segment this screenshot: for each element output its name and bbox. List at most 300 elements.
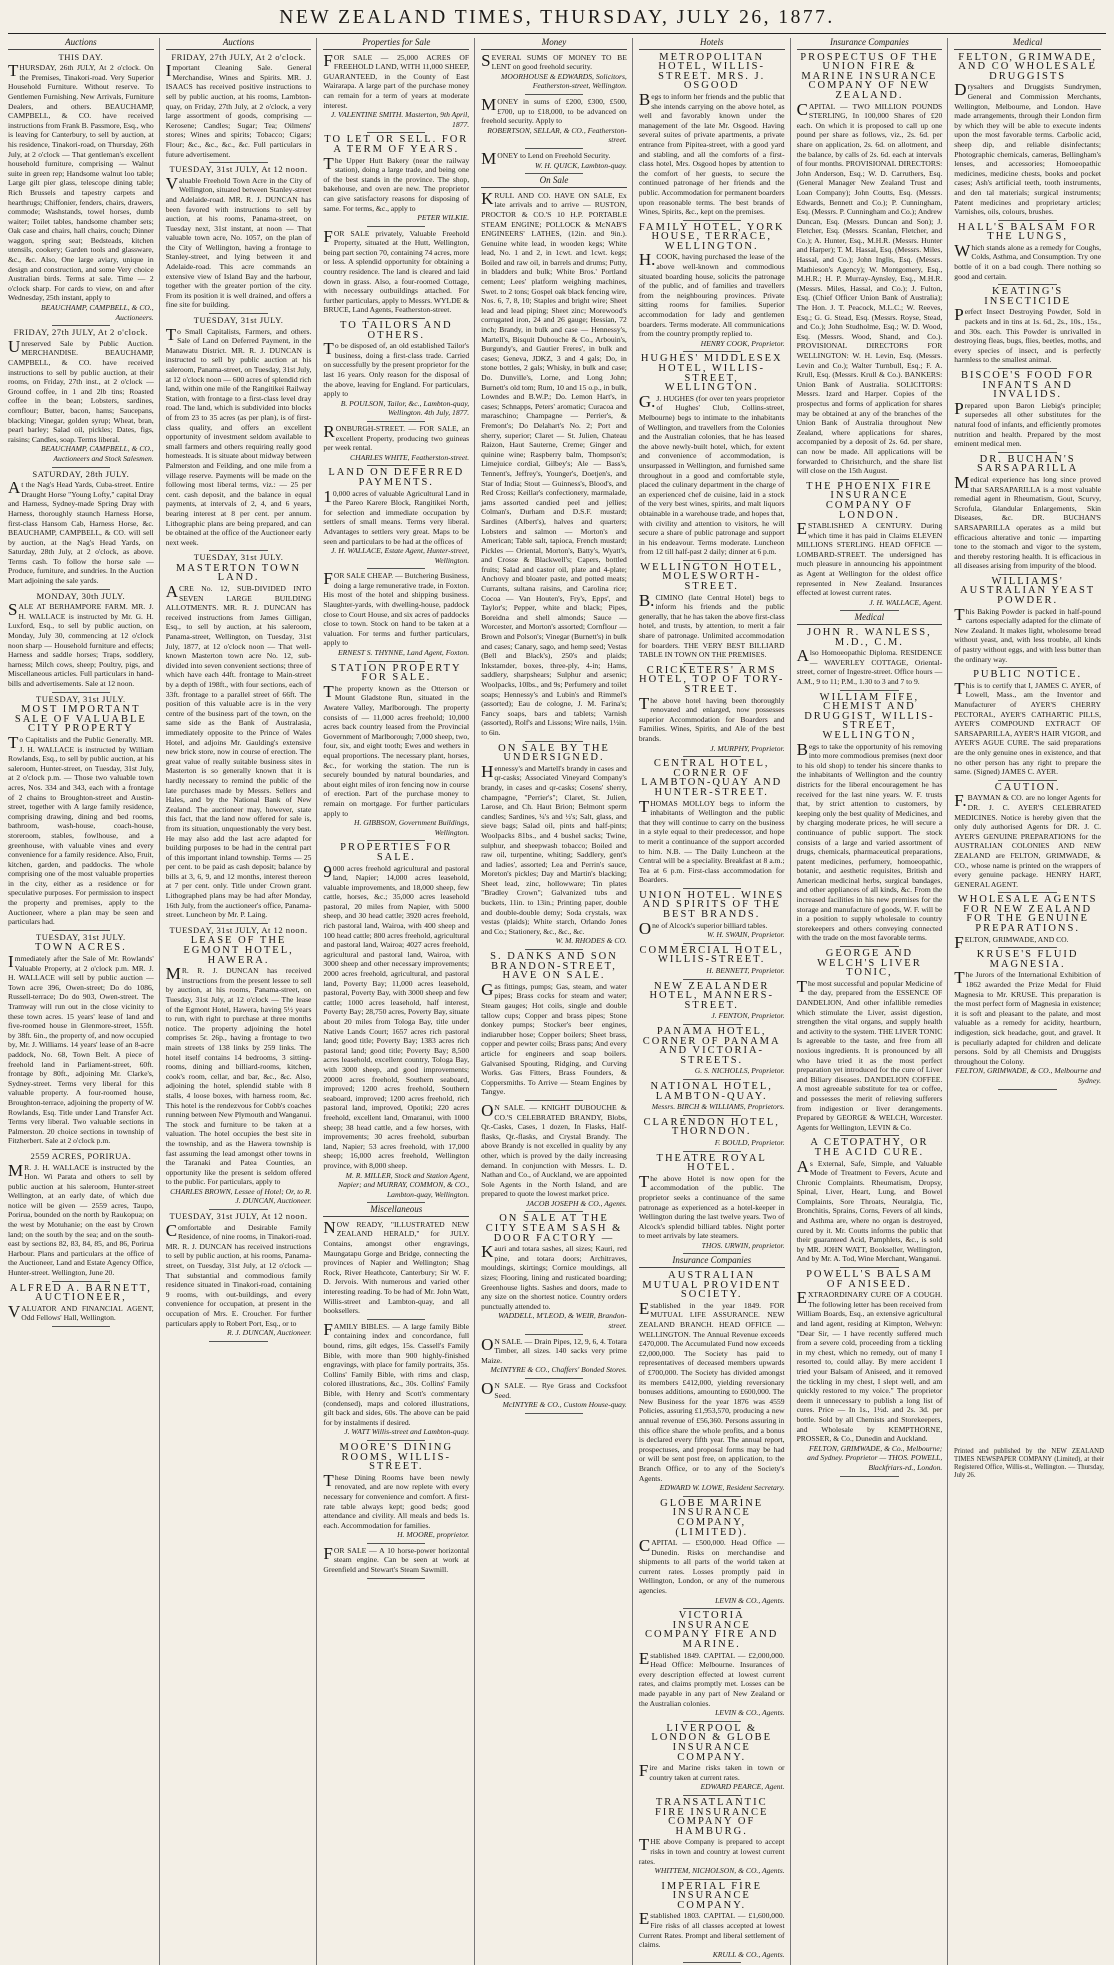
notice-date-heading: TUESDAY, 31st JULY, At 12 noon. xyxy=(169,924,308,935)
notice-body: Important Cleaning Sale. General Merchandise, Wines and Spirits. MR. J. ISAACS has received positive instructions to sell by public auction, at his rooms, Lambton-quay, on Friday, 27th July, at 2 o'clock, a very large assortment of goods, comprising — Kerosene; Candles; Sugar; Tea; Oilmens' stores; Wines and spirits; Tobacco; Cigars; Flour; &c., &c., &c., &c. Full particulars in future advertisement. xyxy=(165,61,312,159)
notice-divider xyxy=(52,467,110,468)
advertisement xyxy=(481,744,627,946)
section-heading: Insurance Companies xyxy=(797,38,943,50)
advertisement xyxy=(481,94,627,145)
notice-body: To Capitalists and the Public Generally. MR. J. H. WALLACE is instructed by William Rowlands, Esq., to sell by public auction, at his saleroom, Hunter-street, on Tuesday, 31st July, at 2 o'clock p.m. — Those two valuable town acres, Nos. 334 and 343, each with a frontage of 2 chains to Broughton-street and Austin-street, together with A large family residence, comprising drawing, dining and bed rooms, bathroom, wash-house, coach-house, storeroom, stables, fowlhouse, and a greenhouse, with valuable vines and every convenience for a family residence. Also, Fruit, kitchen, garden, and paddocks. The whole comprising one of the most valuable properties in the city, either as a residence or for speculative purposes. For permission to inspect the property and premises, apply to the Auctioneer, where a plan may be seen and particulars had. xyxy=(8,732,154,927)
notice-divider xyxy=(52,930,110,931)
column-4 xyxy=(481,38,633,1965)
notice-divider xyxy=(367,226,425,227)
notice-divider xyxy=(683,1608,741,1609)
notice-body: ESTABLISHED A CENTURY. During which time it has paid in Claims ELEVEN MILLIONS STERLING. HEAD OFFICE — LOMBARD-STREET. The undersigned has much pleasure in announcing his appointment as Agent at Wellington for the oldest office represented in New Zealand. Insurances effected at lowest current rates. xyxy=(796,519,943,598)
notice-body: B.CIMINO (late Central Hotel) begs to inform his friends and the public generally, that he has taken the above first-class hotel, and trusts, by attention, to merit a fair share of patronage. Unlimited accommodation for boarders. THE VERY BEST BILLIARD TABLE IN TOWN ON THE PREMISES. xyxy=(638,590,785,660)
notice-body: The most successful and popular Medicine of the day, prepared from the ESSENCE OF DANDELION, And other infallible remedies which stimulate the Liver, assist digestion, strengthen the vital organs, and supply health and activity to the system. THE LIVER TONIC Is agreeable to the taste, and free from all noxious ingredients. It is pronounced by all who have tried it as the most perfect preparation yet introduced for the cure of Liver and Biliary diseases. DANDELION COFFEE. A most agreeable substitute for tea or coffee, and possesses the merit of relieving sufferers from indigestion or liver derangements. Prepared by GEORGE & WELCH, Worcester. Agents for Wellington, LEVIN & Co. xyxy=(796,976,943,1132)
notice-title: HUGHES' MIDDLESEX HOTEL, WILLIS-STREET, WELLINGTON. xyxy=(640,353,783,394)
notice-signature: LEVIN & CO., Agents. xyxy=(715,1708,785,1718)
notice-signature: W. M. RHODES & CO. xyxy=(555,936,627,946)
notice-title: CLARENDON HOTEL, THORNDON. xyxy=(643,1116,780,1138)
advertisement xyxy=(639,563,785,660)
notice-signature: MOORHOUSE & EDWARDS, Solicitors, Featherston-street, Wellington. xyxy=(501,71,627,91)
advertisement xyxy=(639,1082,785,1112)
notice-divider xyxy=(683,1151,741,1152)
notice-signature: J. H. WALLACE, Estate Agent, Hunter-street, Wellington. xyxy=(331,546,470,565)
notice-divider xyxy=(840,690,898,691)
advertisement xyxy=(797,1270,943,1472)
notice-divider xyxy=(683,1496,741,1497)
notice-divider xyxy=(840,479,898,480)
notice-signature: ROBERTSON, SELLAR, & CO., Featherston-street. xyxy=(487,125,627,145)
notice-body: ON SALE. — Drain Pipes, 12, 9, 6, 4. Totara Timber, all sizes. 140 sacks very prime Maize. xyxy=(481,1334,627,1365)
notice-title: A CETOPATHY, OR THE ACID CURE. xyxy=(810,1137,929,1158)
notice-body: Begs to inform her friends and the public that she intends carrying on the above hotel, as well and favorably known under the management of the late Mr. Osgood. Having several suites of private apartments, a private entrance from Pipitea-street, with a good yard and stabling, and all the comforts of a first-class hotel, Mrs. Osgood hopes by attention to the comfort of her guests, to secure the continued patronage of her friends and the public. Accommodation for permanent boarders upon reasonable terms. The best brands of Wines, Spirits, &c., kept on the premises. xyxy=(638,89,785,217)
notice-title: S. DANKS AND SON BRANDON-STREET, HAVE ON SALE. xyxy=(490,951,618,982)
notice-divider xyxy=(367,465,425,466)
advertisement xyxy=(481,50,627,91)
notice-title: LEASE OF THE EGMONT HOTEL, HAWERA. xyxy=(183,935,294,966)
advertisement xyxy=(954,894,1101,952)
notice-divider xyxy=(367,1202,425,1203)
notice-title: STATION PROPERTY FOR SALE. xyxy=(330,662,462,684)
notice-signature: H. MOORE, proprietor. xyxy=(397,1530,470,1540)
advertisement xyxy=(797,53,943,476)
advertisement xyxy=(166,165,312,310)
notice-title: MOST IMPORTANT SALE OF VALUABLE CITY PROPERTY xyxy=(14,704,147,735)
notice-title: WILLIAM FIFE, CHEMIST AND DRUGGIST, WILLIS-STREET, WELLINGTON, xyxy=(804,691,935,741)
notice-body: FOR SALE CHEAP. — Butchering Business, doing a large remunerative trade, in Foxton. His most of the hotel and shipping business. Slaughter-yards, with dwelling-house, paddock close to Court House, and six acres of paddocks close to town. Stock on hand to be taken at a valuation. For terms and further particulars, apply to xyxy=(323,569,470,648)
advertisement xyxy=(954,950,1101,1085)
notice-divider xyxy=(367,840,425,841)
notice-body: MR. R. J. DUNCAN has received instructions from the present lessee to sell by auction, at his rooms, Panama-street, on Tuesday, 31st July, at 12 o'clock — The lease of the Egmont Hotel, Hawera, having 5½ years to run, with right to purchase at three months notice. The property adjoining the hotel comprises 5r. 26p., having a frontage to two main streets of 138 links by 259 links. The hotel itself contains 14 bedrooms, 3 sitting-rooms, dining and billiard-rooms, kitchen, cook's room, cellar, and bar, &c., &c. Also, adjoining the hotel, splendid stable with 8 stalls, 4 loose boxes, with harness room, &c. This hotel is the rendezvous for Cobb's coaches running between New Plymouth and Wanganui. The stock and furniture to be taken at a valuation. The hotel occupies the best site in the township, and as the Hawera township is fast assuming the lead amongst other towns in the Taranaki and Patea Counties, an opportunity like the present is seldom offered to the public. For particulars, apply to xyxy=(165,964,312,1187)
advertisement xyxy=(954,577,1101,664)
column-3 xyxy=(323,38,475,1965)
notice-title: GEORGE AND WELCH'S LIVER TONIC, xyxy=(817,948,922,979)
notice-body: The Jurors of the International Exhibition of 1862 awarded the Prize Medal for Fluid Magnesia to Mr. KRUSE. This preparation is the most perfect form of Magnesia in existence; it is soft and pleasant to the palate, and most valuable as a remedy for acidity, heartburn, indigestion, sick headache, gout, and gravel. It is peculiarly adapted for children and delicate persons. Sold by all Chemists and Druggists throughout the Colony. xyxy=(954,968,1101,1066)
notice-divider xyxy=(683,1962,741,1963)
notice-divider xyxy=(683,351,741,352)
notice-title: KEATING'S INSECTICIDE xyxy=(984,286,1071,307)
notice-title: DR. BUCHAN'S SARSAPARILLA xyxy=(977,453,1079,475)
notice-signature: FELTON, GRIMWADE, & Co., Melbourne; and Sydney. Proprietor — THOS. POWELL, Blackfriars-rd., London. xyxy=(807,1443,943,1472)
advertisement xyxy=(8,53,154,323)
advertisement xyxy=(639,759,785,885)
advertisement xyxy=(481,188,627,738)
section-heading: Miscellaneous xyxy=(323,1205,469,1217)
notice-body: Perfect Insect Destroying Powder, Sold in packets and in tins at 1s. 6d., 2s., 10s., 15s., and 30s. each. This Powder is unrivalled in destroying fleas, bugs, flies, beetles, moths, and every species of insect, and is perfectly harmless to the smallest animal. xyxy=(954,305,1101,365)
advertisement xyxy=(166,553,312,920)
notice-date-heading: THIS DAY. xyxy=(58,51,104,62)
advertisement xyxy=(639,1882,785,1960)
notice-divider xyxy=(998,780,1057,781)
advertisement xyxy=(639,1118,785,1148)
notice-divider xyxy=(525,1413,583,1414)
notice-body: H.COOK, having purchased the lease of the above well-known and commodious situated boarding house, solicits the patronage of the public, and of families and travellers from the neighbouring provinces. Private sitting rooms for families. Superior accommodation for lady and gentlemen boarders. Terms moderate. All communications from the country promptly replied to. xyxy=(638,250,785,339)
notice-divider xyxy=(998,452,1057,453)
notice-signature: ERNEST S. THYNNE, Land Agent, Foxton. xyxy=(337,648,470,658)
notice-body: NOW READY, "ILLUSTRATED NEW ZEALAND HERALD," for JULY. Contains, amongst other engravings, Maungatapu Gorge and Bridge, connecting the provinces of Napier and Wellington; Shag Rock, River Heathcote, Canterbury; Sir W. F. D. Jervois. With numerous and varied other interesting reading. To be had of Mr. John Watt, Willis-street and Lambton-quay, and all booksellers. xyxy=(323,1217,470,1316)
advertisement xyxy=(166,316,312,547)
notice-title: NATIONAL HOTEL, LAMBTON-QUAY. xyxy=(650,1080,773,1102)
notice-body: G.J. HUGHES (for over ten years proprietor of Hughes' Club, Collins-street, Melbourne) begs to intimate to the inhabitants of Wellington, and travellers from the Colonies and the Australian colonies, that he has leased the above newly-built hotel, which, for extent and convenience of accommodation, is unsurpassed in Wellington, and furnished same throughout in a good and comfortable style, placed the culinary department in the charge of an experienced chef de cuisine, laid in a stock of the very best wines, spirits, and malt liquors obtainable in a warehouse trade, and hopes that, with civility and attention to visitors, he will secure a share of public patronage and support in his endeavour. Terms moderate. Luncheon from 12 till half-past 2 daily; dinner at 6 p.m. xyxy=(638,391,785,557)
notice-divider xyxy=(683,1721,741,1722)
advertisement xyxy=(954,53,1101,217)
advertisement xyxy=(639,1027,785,1076)
notice-signature: G. S. NICHOLLS, Proprietor. xyxy=(694,1066,785,1076)
advertisement xyxy=(639,1724,785,1792)
notice-body: Established in the year 1849. FOR MUTUAL LIFE ASSURANCE. NEW ZEALAND BRANCH. HEAD OFFICE — WELLINGTON. The Annual Revenue exceeds £470,000. The Accumulated Fund now exceeds £2,000,000. The Society has paid to representatives of deceased members upwards of £700,000. The Society has divided amongst its members £412,000, yielding reversionary bonuses additions, amounting to £600,000. The New Business for the year 1876 was 4559 Policies, assuring £1,953,570, producing a new annual revenue of £56,360. Persons assuring in this office share the whole profits, and a bonus is declared every fifth year. The annual report, prospectuses, and proposal forms may be had or will be sent post free, on application, to the Branch Office, or to any of the Society's Agents. xyxy=(638,1298,785,1483)
advertisement xyxy=(323,135,469,222)
notice-divider xyxy=(209,162,267,163)
notice-title: COMMERCIAL HOTEL, WILLIS-STREET. xyxy=(639,944,784,966)
notice-title: KRUSE'S FLUID MAGNESIA. xyxy=(976,949,1079,970)
advertisement xyxy=(639,1154,785,1251)
advertisement xyxy=(166,53,312,160)
notice-signature: CHARLES BROWN, Lessee of Hotel; Or, to R. J. DUNCAN, Auctioneer. xyxy=(170,1186,312,1206)
advertisement xyxy=(639,1499,785,1606)
notice-divider xyxy=(209,1341,267,1342)
notice-body: F.BAYMAN & CO. are no longer Agents for DR. J. C. AYER'S CELEBRATED MEDICINES. Notice is hereby given that the only duly authorised Agents for DR. J. C. AYER'S GENUINE PREPARATIONS for the AUSTRALIAN COLONIES AND NEW ZEALAND are FELTON, GRIMWADE, & CO., whose name is printed on the wrappers of every genuine package. HENRY HART, GENERAL AGENT. xyxy=(954,791,1101,889)
notice-divider xyxy=(840,1135,898,1136)
notice-divider xyxy=(209,923,267,924)
notice-signature: CHARLES WHITE, Featherston-street. xyxy=(350,452,470,462)
advertisement xyxy=(323,50,470,130)
notice-divider xyxy=(52,1149,110,1150)
column-2 xyxy=(166,38,318,1965)
advertisement xyxy=(323,421,470,462)
notice-signature: WADDELL, M'LEOD, & WEIR, Brandon-street. xyxy=(498,1311,627,1330)
column-7 xyxy=(954,38,1106,1965)
notice-divider xyxy=(683,1079,741,1080)
notice-body: MONEY in sums of £200, £300, £500, £700, up to £18,000, to be advanced on freehold security. Apply to xyxy=(481,94,627,126)
advertisement xyxy=(797,628,943,687)
section-heading: Medical xyxy=(954,38,1101,50)
notice-signature: KRULL & CO., Agents. xyxy=(712,1949,785,1959)
notice-signature: JACOB JOSEPH & CO., Agents. xyxy=(525,1198,627,1208)
notice-date-heading: FRIDAY, 27th JULY, At 2 o'clock. xyxy=(13,327,149,338)
notice-body: FOR SALE — A 10 horse-power horizontal steam engine. Can be seen at work at Greenfield and Stewart's Steam Sawmill. xyxy=(323,1543,470,1575)
notice-signature: H. GIBBSON, Government Buildings, Wellington. xyxy=(353,818,470,837)
notice-divider xyxy=(525,173,583,174)
notice-signature: WHITTEM, NICHOLSON, & CO., Agents. xyxy=(654,1866,785,1876)
notice-divider xyxy=(367,1319,425,1320)
notice-body: THE above Company is prepared to accept risks in town and country at lowest current rates. xyxy=(638,1835,785,1866)
notice-body: The above hotel having been thoroughly renovated and enlarged, now possesses superior Accommodation for Boarders and Families. Wines, Spirits, and Ale of the best brands. xyxy=(638,693,785,743)
notice-date-heading: TUESDAY, 31st JULY. xyxy=(36,693,126,704)
notice-divider xyxy=(840,610,898,611)
notice-body: Valuable Freehold Town Acre in the City of Wellington, situated between Stanley-street and Adelaide-road. MR. R. J. DUNCAN has been favored with instructions to sell by auction, at his rooms, Panama-street, on Tuesday next, 31st instant, at noon — That valuable town acre, No. 1057, on the plan of the City of Wellington, having a frontage to Stanley-street, and lying between it and Adelaide-road. This acre commands an extensive view of Island Bay and the harbour, together with the greater portion of the city. From its position it is well drained, and offers a fine site for building. xyxy=(165,173,312,310)
notice-title: WELLINGTON HOTEL, MOLESWORTH-STREET. xyxy=(640,561,784,593)
notice-body: RONBURGH-STREET. — FOR SALE, an excellent Property, producing two guineas per week rental. xyxy=(323,421,470,453)
notice-body: SEVERAL SUMS OF MONEY TO BE LENT on good freehold security. xyxy=(481,50,627,72)
notice-divider xyxy=(367,132,425,133)
notice-divider xyxy=(52,1326,110,1327)
notice-divider xyxy=(525,1211,583,1212)
notice-signature: PETER WILKIE. xyxy=(417,213,470,223)
notice-divider xyxy=(525,148,583,149)
notice-divider xyxy=(525,949,583,950)
notice-signature: HENRY COOK, Proprietor. xyxy=(700,338,785,348)
notice-date-heading: TUESDAY, 31st JULY, At 12 noon. xyxy=(169,164,308,175)
notice-title: THE PHOENIX FIRE INSURANCE COMPANY OF LONDON. xyxy=(806,480,933,521)
notice-body: This is to certify that I, JAMES C. AYER, of Lowell, Mass., am the Inventor and Manufacturer of AYER'S CHERRY PECTORAL, AYER'S CATHARTIC PILLS, AYER'S COMPOUND EXTRACT OF SARSAPARILLA, AYER'S HAIR VIGOR, and AYER'S AGUE CURE. The said preparations are the only genuine ones in existence, and that no other person has any right to prepare the same. (Signed) JAMES C. AYER. xyxy=(954,678,1101,777)
masthead-rule xyxy=(8,33,1106,34)
notice-title: HALL'S BALSAM FOR THE LUNGS, xyxy=(958,221,1098,243)
notice-divider xyxy=(367,1543,425,1544)
advertisement xyxy=(639,1611,785,1718)
notice-title: POWELL'S BALSAM OF ANISEED. xyxy=(806,1269,933,1290)
advertisement xyxy=(481,148,627,170)
notice-body: THURSDAY, 26th JULY, At 2 o'clock. On the Premises, Tinakori-road. Very Superior Household Furniture. Without reserve. To Gentlemen Furnishing. New Arrivals, Furniture Dealers, and others. BEAUCHAMP, CAMPBELL, & CO. have received instructions from Frank B. Passmore, Esq., who is leaving for Canterbury, to sell by auction, at his residence, Tinakori-road, on Thursday, 26th July, at 2 o'clock — That gentleman's excellent household furniture, comprising — Walnut suite in green rep; Handsome walnut loo table; Large gilt pier glass, telescope dining table; Rich Brussels and tapestry carpets and hearthrugs; Chiffonier, fenders, chairs, drawers, commode; Washstands, towel horses, dumb waiter; Toilet tables, handsome chamber sets; Oak case and chairs, hall chairs, couch; Dinner waggon, spring seat; Bedsteads, kitchen utensils, cookery; Garden tools and glassware, &c., &c. Also, One large aviary, unique in design and construction, and some Very choice Australian birds. Terms at sale. Time — 2 o'clock sharp. For cards to view, on and after Wednesday, 25th instant, apply to xyxy=(8,61,154,303)
advertisement xyxy=(954,670,1101,777)
advertisement xyxy=(797,949,943,1132)
section-heading: Auctions xyxy=(8,38,154,50)
advertisement xyxy=(639,1798,785,1876)
advertisement xyxy=(797,482,943,608)
columns xyxy=(8,37,1106,1959)
notice-date-heading: TUESDAY, 31st JULY. xyxy=(193,315,284,326)
imprint: Printed and published by the NEW ZEALAND TIMES NEWSPAPER COMPANY (Limited), at their Registered Office, Willis-st., Wellington. — Thursday, July 26. xyxy=(954,1448,1104,1479)
notice-title: WILLIAMS' AUSTRALIAN YEAST POWDER. xyxy=(960,575,1096,607)
notice-body: CAPITAL — £500,000. Head Office — Dunedin. Risks on merchandise and shipments to all parts of the world taken at current rates. Losses promptly paid in Wellington, London, or any of the numerous agencies. xyxy=(638,1536,785,1596)
advertisement xyxy=(323,843,469,1199)
notice-body: Which stands alone as a remedy for Coughs, Colds, Asthma, and Consumption. Try one bottle of it on a bad cough. There nothing so good and certain. xyxy=(954,240,1101,281)
notice-signature: J. H. WALLACE, Agent. xyxy=(869,597,943,607)
notice-body: Fire and Marine risks taken in town or country taken at current rates. xyxy=(638,1761,785,1782)
advertisement xyxy=(8,933,154,1146)
notice-signature: BEAUCHAMP, CAMPBELL, & CO., Auctioneers and Stock Salesmen. xyxy=(40,444,154,463)
notice-title: LIVERPOOL & LONDON & GLOBE INSURANCE COMPANY. xyxy=(651,1722,773,1763)
notice-body: 10,000 acres of valuable Agricultural Land in the Pareo Karere Block, Rangitikei North, for selection and immediate occupation by settlers of small means. Terms very liberal. Advantages to settlers very great. Maps to be seen and particulars to be had at the offices of xyxy=(323,486,470,546)
notice-body: MR. J. H. WALLACE is instructed by the Hon. Wi Parata and others to sell by public auction at his saleroom, Hunter-street Wellington, at an early date, of which due notice will be given — 2559 acres, Taupo, Porirua, bounded on the north by Raukopua; on the west by Motuhanie; on the east by Crown land; on the south by the sea; and on the south-east by sections 82, 83, 84, 85, and 86, Porirua Harbour. Plans and particulars at the office of the Auctioneer, Land and Estate Agency Office, Hunter-street. Wellington, June 20. xyxy=(8,1160,154,1278)
notice-divider xyxy=(840,1267,898,1268)
notice-body: FOR SALE privately, Valuable Freehold Property, situated at the Hutt, Wellington, being part section 70, containing 74 acres, more or less. A splendid opportunity for obtaining a country residence. The land is cleared and laid down in grass. Also, a four-roomed Cottage, with necessary outbuildings attached. For further particulars, apply to Messrs. WYLDE & BRUCE, Land Agents, Featherston-street. xyxy=(323,226,470,315)
notice-date-heading: SATURDAY, 28th JULY. xyxy=(32,468,130,479)
notice-signature: EDWARD W. LOWE, Resident Secretary. xyxy=(659,1483,785,1493)
notice-divider xyxy=(367,568,425,569)
notice-body: KRULL AND CO. HAVE ON SALE, Ex late arrivals and to arrive — RUSTON, PROCTOR & CO.'S 10 H.P. PORTABLE STEAM ENGINE; POLLOCK & McNAB'S ENGINEERS' LATHES, (12in. and 9in.). Genuine white lead, in wooden kegs; White lead, No. 1 and 2, in 1cwt. and 1cwt. kegs; Boiled and raw oil, in barrels and drums; Putty, in bladders and bulk; White Bros.' Portland cement; Lees' platform weighing machines, Swet. to 2 tons; Gospel oak black fencing wire, Nos. 6, 7, 8, 10; Staples and bright wire; Sheet lead and lead piping; Sheet zinc; Morewood's corrugated iron, 24 and 26 gauge; Hessian, 72 inch; Brandy, in bulk and case — Hennessy's, Martell's, Bisquit Dubouche & Co., Arbouin's, Burgundy's, and Gautier Freres', in bulk and cases; Geneva, JDKZ, 3 and 4 gals; Do, in stone bottles, 2 gals; Whisky, in bulk and case; Do. Dunville's, Lorne, and Long John; Burnett's old tom; Rum, 10 and 15 o.p., in bulk, Lowndes and B.W.P.; Do. Lemon Hart's, in cases; Schnapps, Peters' aromatic; Curacoa and maraschino; Champagne — Perrier's, & Fremont's; Do Delahart's No. 2; Port and sherry, superior; Claret — St. Julien, Chateau Raizon, Haut Sauterne, Creme; Ginger and quinine wine; Raspberry balm, Thompson's; Limejuice cordial, Gilbey's; Ale — Bass's, Tennent's, Jeffrey's, Younger's, Doetjen's, and Star of India; Stout — Guinness's, Blood's, and Red Cross; Keillar's confectionery, marmalade, jams assorted candied peel and jellies; Colman's, Durham and D.S.F. mustard; Sardines (Albert's), halves and quarters; Lobsters and salmon — Morton's and American; Table salt, tapioca, French mustard; Pickles — Oriental, Morton's, Batty's, Wyatt's, and Crosse & Blackwell's; Capers, bottled fruits; Salad and castor oil, plate and 4-plate; Anchovy and bloater paste, and potted meats; Currants, sultana raisins, and Carolina rice; Cocoa — Van Houten's, Fry's, Epps', and Taylor's; Pepper, white and black; Pipes, Boreidna and shell almonds; Sauce — Worcester, and Morton's assorted; Cornflour — Brown and Polson's; Vinegar (Burnett's) in bulk and cases; Canary, sago, and hemp seed; Vestas (Bell and Black's), 250's and plaids; Inkstamder, boxes, three-ply, 4-in; Hams, saddlery, sharpshears; Sulphur and arsenic; Woolpacks, 10lbs., and 9s; Perfumery and toilet soaps; Hennessy's and Lubin's and Rimmel's (assorted); Eau de cologne, J. M. Farina's; Fancy soaps, bars and tablets; Varnish (assorted), Rolf's and Lissons; Wire nails, 1½in. to 6in. xyxy=(481,188,627,737)
notice-title: PROSPECTUS OF THE UNION FIRE & MARINE INSURANCE COMPANY OF NEW ZEALAND. xyxy=(800,51,939,101)
notice-body: At the Nag's Head Yards, Cuba-street. Entire Draught Horse "Young Lofty," capital Dray and Harness, Sydney-made Spring Dray with Harness, thoroughly staunch Harness Horse, first-class Hansom Cab, Harness Horse, &c. BEAUCHAMP, CAMPBELL, & CO. will sell by auction, at the Nag's Head Yards, on Saturday, 28th July, at 2 o'clock, as above. Terms cash. To follow the horse sale — Produce, furniture, and sundries. In the Auction Mart adjoining the sale yards. xyxy=(8,478,154,586)
notice-date-heading: TUESDAY, 31st JULY. xyxy=(193,552,284,563)
advertisement xyxy=(639,1271,785,1493)
notice-divider xyxy=(683,220,741,221)
notice-body: Also Homoeopathic Diploma. RESIDENCE — WAVERLEY COTTAGE, Oriental-street, corner of Ingestre-street. Office hours — A.M., 9 to 11; P.M., 1.30 to 3 and 7 to 9. xyxy=(796,646,943,686)
notice-divider xyxy=(525,1334,583,1335)
notice-title: FAMILY HOTEL, YORK HOUSE, TERRACE, WELLINGTON. xyxy=(638,221,785,252)
notice-divider xyxy=(683,756,741,757)
column-1 xyxy=(8,38,160,1965)
notice-divider xyxy=(367,1440,425,1441)
notice-body: Begs to take the opportunity of his removing into more commodious premises (next door to his old shop) to tender his sincere thanks to the inhabitants of Wellington and the country districts for the liberal encouragement he has received for the last nine years. W. F. trusts that, by strict attention to customers, by keeping only the best quality of Medicines, and by charging moderate prices, he will secure a continuance of public support. The stock consists of a large and varied assortment of drugs, chemicals, pharmaceutical preparations, patent medicines, perfumery, homoeopathic, botanic, and aesthetic requisites, British and American medicinal herbs, surgical bandages, and other appliances of all kinds, &c. From the increased facilities in his new premises for the storage and manufacture of goods, W. F. will be in a position to supply wholesale to country storekeepers and others conveying connected with the trade on the most favorable terms. xyxy=(796,739,943,943)
notice-divider xyxy=(683,888,741,889)
notice-signature: F. BOULD, Proprietor. xyxy=(714,1137,785,1147)
notice-title: TOWN ACRES. xyxy=(34,942,127,954)
advertisement xyxy=(639,223,785,349)
advertisement xyxy=(323,1319,470,1437)
notice-signature: R. J. DUNCAN, Auctioneer. xyxy=(226,1328,312,1338)
advertisement xyxy=(797,693,943,943)
advertisement xyxy=(954,371,1101,449)
advertisement xyxy=(8,695,154,927)
advertisement xyxy=(481,1100,627,1209)
notice-divider xyxy=(525,1378,583,1379)
notice-body: ACRE No. 12, SUB-DIVIDED INTO SEVEN LARGE BUILDING ALLOTMENTS. MR. R. J. DUNCAN has received instructions from James Gilligan, Esq., to sell by auction, at his saleroom, Panama-street, Wellington, on Tuesday, 31st July, 1877, at 12 o'clock noon — That well-known Masterton town acre No. 12, sub-divided into seven convenient sections; three of which have each 44ft. frontage to Main-street by a depth of 198ft., with four sections, each of 33ft. frontage to a parallel street of 66ft. The position of this valuable acre is in the very centre of the business part of the town, on the same side as the Bank of Australasia, immediately opposite to the Prince of Wales Hotel, and adjoins Mr. Gaulding's extensive new brick store, now in course of erection. The great value of really suitable business sites in Masterton is so generally known that it is hardly necessary to remind the public of the late purchases made by Messrs. Sellers and Hales, and by the National Bank of New Zealand. The auctioneer may, however, state this fact, that the land now offered for sale is, from its situation, unquestionably the very best. He may also add the last acre adapted for building purposes to be had in the central part of this important inland township. Terms — 25 per cent. to be paid as cash deposit; balance by bills at 3, 6, 9, and 12 months, interest thereon at 7 per cent. only. Title under Crown grant. Lithographed plans may be had after Monday, 16th July, from the auctioneer's office, Panama-street. Luncheon by Mr. P. Laing. xyxy=(165,582,312,920)
advertisement xyxy=(166,1212,312,1338)
notice-divider xyxy=(367,661,425,662)
notice-divider xyxy=(52,1281,110,1282)
advertisement xyxy=(323,226,470,315)
notice-divider xyxy=(683,1879,741,1880)
notice-body: The above Hotel is now open for the accommodation of the public. The proprietor seeks a continuance of the same patronage as experienced as a hotel-keeper in Wellington during the last twelve years. Two of Alcock's splendid billiard tables. Night porter to meet arrivals by late steamers. xyxy=(638,1171,785,1241)
notice-divider xyxy=(367,421,425,422)
notice-body: Medical experience has long since proved that SARSAPARILLA is a most valuable remedial agent in Rheumatism, Gout, Scurvy, Scrofula, Glandular Enlargements, Skin Diseases, &c. DR. BUCHAN'S SARSAPARILLA operates as a mild but efficacious alterative and tonic — imparting tone to the stomach and vigor to the system, and thereby restoring health. It is efficacious in all diseases arising from impurity of the blood. xyxy=(954,472,1101,571)
notice-signature: J. WATT Willis-street and Lambton-quay. xyxy=(344,1427,470,1437)
notice-title: MOORE'S DINING ROOMS, WILLIS-STREET. xyxy=(339,1441,454,1473)
notice-divider xyxy=(998,947,1057,948)
section-heading: Insurance Companies xyxy=(639,1256,785,1268)
notice-divider xyxy=(998,892,1057,893)
notice-signature: J. MURPHY, Proprietor. xyxy=(710,743,785,753)
advertisement xyxy=(797,1138,943,1264)
notice-divider xyxy=(52,325,110,326)
notice-body: The Upper Hutt Bakery (near the railway station), doing a large trade, and being one of the best stands in the province. The shop, bakehouse, and oven are new. The proprietor can give satisfactory reasons for disposing of same. For terms, &c., apply to xyxy=(323,153,470,213)
advertisement xyxy=(954,455,1101,571)
notice-divider xyxy=(683,979,741,980)
advertisement xyxy=(481,1334,627,1375)
advertisement xyxy=(481,1214,627,1330)
notice-body: Prepared upon Baron Liebig's principle; supersedes all other substitutes for the natural food of infants, and efficiently promotes nutrition and health. Prepared by the most eminent medical men. xyxy=(954,398,1101,449)
notice-body: Gas fittings, pumps; Gas, steam, and water pipes; Brass cocks for steam and water; Steam gauges; Hot coils, single and double tallow cups; Copper and brass pipes; Stone donkey pumps; Stocker's beer engines, indiarubber hose; Copper boilers; Sheet brass, copper and pewter coils; Brass pans; And every article for engineers and soap boilers. Galvanised Spouting, Ridging, and Curving Works. Gas Fitters, Brass Founders, & Coppersmiths. To Arrive — Steam Engines by Tangye. xyxy=(481,979,627,1097)
column-5 xyxy=(639,38,791,1965)
notice-date-heading: TUESDAY, 31st JULY, At 12 noon. xyxy=(169,1211,308,1222)
notice-body: FOR SALE — 25,000 ACRES OF FREEHOLD LAND, WITH 11,000 SHEEP, GUARANTEED, in the County of East Wairarapa. A large part of the purchase money can remain for a term of years at moderate interest. xyxy=(323,50,470,110)
notice-signature: BEAUCHAMP, CAMPBELL, & CO., Auctioneers. xyxy=(40,303,154,322)
advertisement xyxy=(323,321,469,418)
notice-divider xyxy=(683,663,741,664)
advertisement xyxy=(323,1543,470,1575)
notice-signature: J. VALENTINE SMITH. Masterton, 9th April, 1877. xyxy=(330,110,470,129)
notice-divider xyxy=(52,692,110,693)
advertisement xyxy=(481,952,627,1097)
notice-signature: FELTON, GRIMWADE, & CO., Melbourne and Sydney. xyxy=(955,1066,1101,1085)
notice-divider xyxy=(367,318,425,319)
notice-divider xyxy=(525,94,583,95)
section-heading: On Sale xyxy=(481,176,627,188)
notice-divider xyxy=(683,1024,741,1025)
notice-divider xyxy=(998,574,1057,575)
notice-title: METROPOLITAN HOTEL, WILLIS-STREET. MRS. J. OSGOOD xyxy=(658,51,766,92)
notice-title: TO LET OR SELL. FOR A TERM OF YEARS. xyxy=(324,134,469,155)
notice-body: FELTON, GRIMWADE, AND CO. xyxy=(954,932,1069,952)
notice-body: SALE AT BERHAMPORE FARM. MR. J. H. WALLACE is instructed by Mr. G. H. Luxford, Esq., to sell by public auction, on Monday, July 30, commencing at 12 o'clock noon sharp — Household furniture and effects; Harness and saddle horses; Traps, soddlery, harness; Milch cows, sheep; Poultry, pigs, and Miscellaneous articles. Full particulars in hand-bills and advertisements. Sale at 12 noon. xyxy=(8,600,154,688)
notice-date-heading: 2559 ACRES, PORIRUA. xyxy=(30,1150,132,1161)
advertisement xyxy=(639,53,785,217)
notice-body: Comfortable and Desirable Family Residence, of nine rooms, in Tinakori-road. MR. R. J. DUNCAN has received instructions to sell by public auction, at his rooms, Panama-street, on Tuesday, 31st July, at 12 o'clock — That substantial and commodious family residence situated in Tinakori-road, containing 9 rooms, with out-buildings, and every convenience for occupation, at present in the occupation of Mrs. E. Croucher. For further particulars apply to Robert Port, Esq., or to xyxy=(165,1220,312,1328)
advertisement xyxy=(323,571,469,657)
notice-signature: B. POULSON, Tailor, &c., Lambton-quay, Wellington. 4th July, 1877. xyxy=(340,398,470,418)
notice-signature: W. H. QUICK, Lambton-quay. xyxy=(534,160,627,170)
notice-title: AUSTRALIAN MUTUAL PROVIDENT SOCIETY. xyxy=(642,1270,782,1301)
notice-title: TRANSATLANTIC FIRE INSURANCE COMPANY OF HAMBURG. xyxy=(654,1796,769,1837)
notice-title: JOHN R. WANLESS, M.D., C.M. xyxy=(807,627,932,648)
advertisement xyxy=(954,223,1101,282)
section-heading: Money xyxy=(481,38,627,50)
advertisement xyxy=(8,328,154,463)
advertisement xyxy=(323,664,469,838)
notice-divider xyxy=(840,1476,898,1477)
notice-signature: W. H. SWAIN, Proprietor. xyxy=(706,930,785,940)
notice-body: ON SALE. — Rye Grass and Cocksfoot Seed. xyxy=(481,1378,627,1400)
section-heading: Medical xyxy=(797,613,943,625)
notice-body: This Baking Powder is packed in half-pound cartons especially adapted for the climate of New Zealand. It makes light, wholesome bread without yeast, and, with less trouble, all kinds of pastry without eggs, and with less butter than the ordinary way. xyxy=(954,604,1101,664)
advertisement xyxy=(323,1217,470,1316)
notice-date-heading: FRIDAY, 27th JULY, At 2 o'clock. xyxy=(171,51,306,62)
notice-body: MONEY to Lend on Freehold Security. xyxy=(481,148,611,168)
notice-divider xyxy=(367,1578,425,1579)
advertisement xyxy=(8,1284,154,1323)
notice-divider xyxy=(209,550,267,551)
notice-divider xyxy=(683,1253,741,1254)
notice-title: VICTORIA INSURANCE COMPANY FIRE AND MARINE. xyxy=(645,1610,779,1651)
notice-body: Established 1849. CAPITAL — £2,000,000. Head Office: Melbourne. Insurances of every description effected at lowest current rates, and claims promptly met. Losses can be made payable in any part of New Zealand or the Australian colonies. xyxy=(638,1648,785,1708)
notice-divider xyxy=(840,946,898,947)
notice-title: PUBLIC NOTICE. xyxy=(973,669,1083,681)
notice-signature: LEVIN & CO., Agents. xyxy=(715,1595,785,1605)
notice-body: VALUATOR AND FINANCIAL AGENT, Odd Fellows' Hall, Wellington. xyxy=(8,1301,154,1323)
advertisement xyxy=(323,468,469,565)
notice-divider xyxy=(209,1209,267,1210)
notice-signature: THOS. URWIN, proprietor. xyxy=(701,1240,785,1250)
notice-divider xyxy=(209,313,267,314)
notice-divider xyxy=(683,943,741,944)
advertisement xyxy=(639,354,785,556)
notice-title: IMPERIAL FIRE INSURANCE COMPANY. xyxy=(661,1880,762,1911)
notice-signature: Messrs. BIRCH & WILLIAMS, Proprietors. xyxy=(651,1102,785,1112)
advertisement xyxy=(8,1152,154,1278)
notice-title: PANAMA HOTEL, CORNER OF PANAMA AND VICTORIA-STREETS. xyxy=(642,1026,781,1066)
section-heading: Hotels xyxy=(639,38,785,50)
notice-body: Drysalters and Druggists Sundrymen, General and Commission Merchants, Wellington, Melbourne, and London. Have made arrangements, through their London firm by which they will be able to execute indents upon the most favorable terms. Carbolic acid, sheep dip, and reliable disinfectants; Photographic chemicals, cameras, Bellingham's lenses, and accessories; Homoeopathic medicines, medicine chests, books and pocket cases; Ash's artificial teeth, tooth instruments, and den tal materials; surgical instruments; Patent medicines and proprietary articles; Varnishes, oils, colours, brushes. xyxy=(954,80,1101,217)
notice-divider xyxy=(525,741,583,742)
notice-body: CAPITAL — TWO MILLION POUNDS STERLING, In 100,000 Shares of £20 each. On which it is proposed to call up one pound per share as follows, viz., 2s. 6d. per share on application, 2s. 6d. on allotment, and the balance, by calls of 2s. 6d. each at intervals of four months. PROVISIONAL DIRECTORS: John Anderson, Esq.; W. D. Carruthers, Esq. (General Manager New Zealand Trust and Loan Company); John Coutts, Esq. (Messrs. Edwards, Bennett and Co.); P. Cunningham, Esq. (Messrs. P. Cunningham and Co.); Andrew Duncan, Esq. (Messrs. Duncan and Son); J. Fletcher, Esq. (Messrs. Scanlan, Fletcher, and Co.); A. Hunter, Esq., M.H.R. (Messrs. Hunter and Harper); T. M. Hassal, Esq. (Messrs. Miles, Hassal, and Co.); John Inglis, Esq. (Messrs. Mathieson's Agency); W. Montgomery, Esq., M.H.R.; H. P. Murray-Aynsley, Esq., M.H.R. (Messrs. Miles, Hassal, and Co.); J. Fulton, Esq. (Chief Officer Union Bank of Australia); The Hon. J. T. Peacock, M.L.C.; W. Reeves, Esq.; G. G. Stead, Esq. (Messrs. Royse, Stead, and Co.); John Studholme, Esq.; W. D. Wood, Esq. (Messrs. Wood, Shand, and Co.). PROVISIONAL DIRECTORS FOR WELLINGTON: W. H. Levin, Esq. (Messrs. Levin and Co.); Walter Turnbull, Esq.; F. A. Krull, Esq. (Messrs. Krull & Co.). BANKERS: Union Bank of Australia. SOLICITORS: Messrs. Izard and Harper. Copies of the prospectus and forms of application for shares may be obtained at any of the branches of the Union Bank of Australia throughout New Zealand, where applications for shares, accompanied by a deposit of 2s. 6d. per share, can now be made. All applications will be forwarded to Christchurch, and the share list will close on the 15th August. xyxy=(796,99,943,476)
notice-title: CRICKETERS' ARMS HOTEL, TOP OF TORY-STREET. xyxy=(639,664,785,695)
notice-body: Kauri and totara sashes, all sizes; Kauri, red pine, and totara doors; Architraves, mouldings, skirtings; Cornice mouldings, all sizes; Flooring, lining and rusticated boarding; Greenhouse lights. Sashes and doors, made to any size on the shortest notice. Country orders punctually attended to. xyxy=(481,1242,627,1311)
notice-divider xyxy=(683,1115,741,1116)
notice-body: The property known as the Otterson or Mount Gladstone Run, situated in the Awatere Valley, Marlborough. The property consists of — 11,000 acres freehold; 10,000 acres back country leased from the Provincial Government of Marlborough; 7,000 sheep, two, four, six, and eight tooth; Ewes and wethers in equal proportions. The necessary plant, horses, &c., for working the station. The run is securely bounded by natural boundaries, and about eight miles of iron fencing now in course of erection. Part of the purchase money to remain on mortgage. For further particulars apply to xyxy=(323,681,470,818)
notice-divider xyxy=(998,220,1057,221)
advertisement xyxy=(481,1378,627,1410)
advertisement xyxy=(323,1443,469,1540)
notice-divider xyxy=(683,560,741,561)
advertisement xyxy=(639,666,785,753)
advertisement xyxy=(639,946,785,976)
notice-body: To be disposed of, an old established Tailor's business, doing a first-class trade. Carried on successfully by the present proprietor for the last 16 years. Only reason for the disposal of the above, leaving for England. For particulars, apply to xyxy=(323,339,470,399)
notice-signature: McINTYRE & CO., Custom House-quay. xyxy=(502,1400,627,1410)
notice-title: MASTERTON TOWN LAND. xyxy=(176,562,302,584)
notice-date-heading: TUESDAY, 31st JULY. xyxy=(36,931,126,942)
column-6 xyxy=(797,38,949,1965)
notice-divider xyxy=(998,284,1057,285)
notice-body: As External, Safe, Simple, and Valuable Mode of Treatment to Fevers, Acute and Chronic Complaints. Rheumatism, Dropsy, Spinal, Liver, Heart, Lung, and Bowel Complaints, Sore Throats, Neuralgia, Tic, Bronchitis, Sprains, Corns, Fevers of all kinds, and Asthma are, where no organ is destroyed, cured by it. Mr. Coutts informs the public that their guaranteed Acid, Pamphlets, &c., is sold by MR. JOHN WATT, Bookseller, Wellington, And by Mr. A. Tod, Wine Merchant, Wanganui. xyxy=(796,1156,943,1264)
notice-title: CENTRAL HOTEL, CORNER OF LAMBTON-QUAY AND HUNTER-STREET. xyxy=(641,758,783,798)
notice-body: These Dining Rooms have been newly renovated, and are now replete with every necessary for convenience and comfort. A first-rate table always kept; good beds; good attendance and civility. All meals and beds 1s. each. Accommodation for families. xyxy=(323,1470,470,1530)
notice-body: To Small Capitalists, Farmers, and others. Sale of Land on Deferred Payment, in the Manawatu District. MR. R. J. DUNCAN is instructed to sell by public auction at his saleroom, Panama-street, on Tuesday, 31st July, at 12 o'clock noon — 600 acres of splendid rich land, within one mile of the Rangitikei Railway Station, with frontage to a first-class level dray road. The land, which is subdivided into blocks of from 23 to 35 acres (as per plan), is of first-class quality, and offers an excellent opportunity of investment seldom available to small farmers and others requiring really good homesteads. It is situate about midway between Palmerston and Feilding, and one mile from a village reserve. Payments will be made on the following most liberal terms, viz.: — 25 per cent. cash deposit, and the balance in equal payments, at intervals of 2, 4, and 6 years, bearing interest at 8 per cent. per annum. Lithographic plans are being prepared, and can be obtained at the office of the Auctioneer early next week. xyxy=(165,324,312,547)
notice-title: THEATRE ROYAL HOTEL. xyxy=(656,1152,767,1174)
notice-body: EXTRAORDINARY CURE OF A COUGH. The following letter has been received from William Boards, Esq., an extensive agricultural and land agent, residing at Kimpton, Welwyn: "Dear Sir, — I have recently suffered much from a severe cold, proceeding from a tickling in my chest, which no remedy, out of many I resorted to, could allay. By mere accident I tried your Balsam of Aniseed, and it removed the tickling in my chest, I slept well, and am quickly restored to my voice." The proprietor deem it unnecessary to publish a long list of cures. Price — In 1s., 1½d. and 2s. 3d. per bottle. Sold by all Chemists and Storekeepers, and Wholesale by KEMPTHORNE, PROSSER, & Co., Dunedin and Auckland. xyxy=(796,1288,943,1444)
notice-body: 9000 acres freehold agricultural and pastoral land, Napier; 14,000 acres leasehold, valuable improvements, and 18,000 sheep, few cattle, horses, &c.; 35,000 acres leasehold pastoral, 20 miles from Napier, with 5000 sheep, and 30 head cattle; 3920 acres freehold, rich pastoral land, Wairoa, with 400 sheep and 100 head cattle; 800 acres freehold, agricultural and pastoral land, Wairoa; 4027 acres freehold, agricultural and pastoral land, Wairoa, with 3000 sheep and other necessary improvements; 2000 acres freehold, agricultural, and pastoral land, Poverty Bay; 11,000 acres leasehold, pastoral, Poverty Bay, with 3000 sheep and few cattle; 1000 acres leasehold, half interest, Poverty Bay; 28,750 acres, Poverty Bay, situate about 20 miles from Tologa Bay, title under Native Lands Court; 1657 acres rich pastoral land; good title; Poverty Bay; 1383 acres rich pastoral land; good title; Poverty Bay; 8,500 acres leasehold, excellent country, Tologa Bay, with 3000 sheep, and good improvements; 20000 acres freehold, Southern seaboard, improved; 1200 acres freehold, Southern seaboard, improved; 1200 acres freehold, rich pastoral land, improved, Opotiki; 220 acres freehold, excellent land, Omaranui, with 1000 sheep; 38 head cattle, and a few horses, with improvements; 30 acres freehold, suburban land, Napier; 53 acres freehold, with 17,000 sheep; 16,000 acres freehold, Wellington province, with 8,000 sheep. xyxy=(323,861,470,1170)
notice-title: FELTON, GRIMWADE, AND CO WHOLESALE DRUGGISTS xyxy=(958,51,1097,82)
notice-title: PROPERTIES FOR SALE. xyxy=(340,842,453,863)
notice-title: ON SALE AT THE CITY STEAM SASH & DOOR FACTORY — xyxy=(485,1213,623,1244)
section-heading: Auctions xyxy=(166,38,312,50)
